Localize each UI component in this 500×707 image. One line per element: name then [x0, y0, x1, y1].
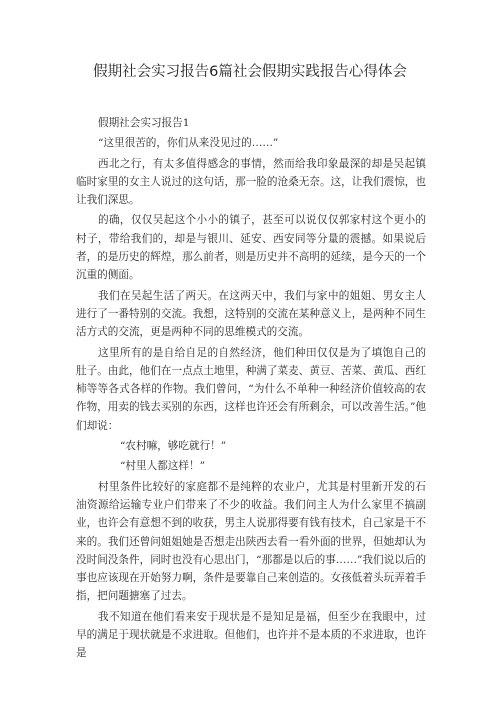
paragraph: “这里很苦的，你们从来没见过的……”: [98, 137, 279, 150]
paragraph: 村里条件比较好的家庭都不是纯粹的农业户，尤其是村里新开发的石油资源给运输专业户们带来了不少的收益。我们问主人为什么家里不搞副业，也许会有意想不到的收获，男主人说那得要有钱有技术，自己家是干不来的。我们还曾问姐姐她是否想走出陕西去看一看外面的世界，但她却认为没时间没条件，同时也没有心思出门，“那都是以后的事……”我们说以后的事也应该现在开始努力啊，条件是要靠自己来创造的。女孩低着头玩弄着手指，把问题搪塞了过去。: [76, 480, 426, 603]
paragraph: 我不知道在他们看来安于现状是不是知足是福，但至少在我眼中，过早的满足于现状就是不求进取。但他们，也许并不是本质的不求进取，也许是: [76, 610, 426, 660]
paragraph: 的确，仅仅吴起这个小小的镇子，甚至可以说仅仅郭家村这个更小的村子，带给我们的，却是与银川、延安、西安同等分量的震撼。如果说后者，的是历史的辉煌，那么前者，则是历史并不高明的延续，是今天的一个沉重的侧面。: [76, 214, 426, 282]
document-body: [76, 114, 426, 663]
paragraph: 我们在吴起生活了两天。在这两天中，我们与家中的姐姐、男女主人进行了一番特别的交流。我想，这特别的交流在某种意义上，是两种不同生活方式的交流，更是两种不同的思维模式的交流。: [76, 289, 426, 339]
quote-line: “农村嘛，够吃就行！”: [120, 440, 227, 453]
paragraph: 这里所有的是自给自足的自然经济，他们种田仅仅是为了填饱自己的肚子。由此，他们在一点点土地里，种满了菜麦、黄豆、苦菜、黄瓜、西红柿等等各式各样的作物。我们曾问，“为什么不单种一种经济价值较高的农作物，用卖的钱去买别的东西，这样也许还会有所剩余，可以改善生活。”他们却说：: [76, 346, 426, 432]
section-heading: 假期社会实习报告1: [98, 117, 190, 129]
document-title: 假期社会实习报告6篇社会假期实践报告心得体会: [93, 64, 407, 80]
quote-line: “村里人都这样！”: [120, 460, 205, 473]
paragraph: 西北之行，有太多值得感念的事情，然而给我印象最深的却是吴起镇临时家里的女主人说过的这句话，那一脸的沧桑无奈。这，让我们震惊，也让我们深思。: [76, 157, 426, 207]
